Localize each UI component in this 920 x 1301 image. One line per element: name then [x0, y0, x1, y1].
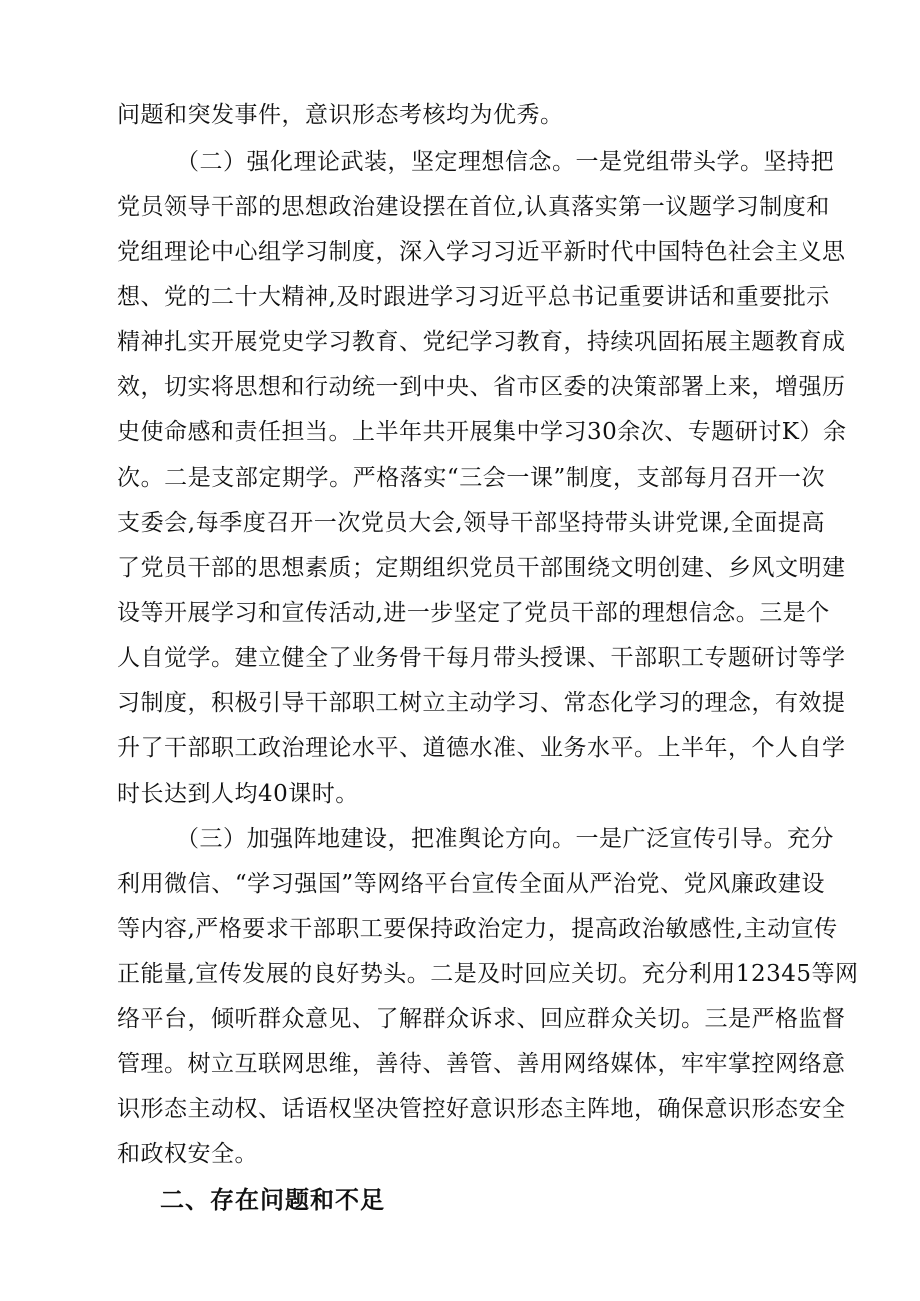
paragraph-line: 人自觉学。建立健全了业务骨干每月带头授课、干部职工专题研讨等学 — [117, 645, 846, 671]
paragraph-line: 时长达到人均40课时。 — [117, 781, 359, 807]
section-heading: 二、存在问题和不足 — [160, 1186, 385, 1214]
paragraph-line: 想、党的二十大精神,及时跟进学习习近平总书记重要讲话和重要批示 — [117, 284, 830, 310]
paragraph-line: 习制度，积极引导干部职工树立主动学习、常态化学习的理念，有效提 — [117, 690, 846, 716]
paragraph-line: 络平台，倾听群众意见、了解群众诉求、回应群众关切。三是严格监督 — [117, 1006, 846, 1032]
paragraph-line: 利用微信、“学习强国”等网络平台宣传全面从严治党、党风廉政建设 — [117, 871, 825, 897]
paragraph-line: 升了干部职工政治理论水平、道德水准、业务水平。上半年，个人自学 — [117, 735, 846, 761]
paragraph-line: 精神扎实开展党史学习教育、党纪学习教育，持续巩固拓展主题教育成 — [117, 329, 846, 355]
paragraph-line: 次。二是支部定期学。严格落实“三会一课”制度，支部每月召开一次 — [117, 465, 825, 491]
paragraph-line: 正能量,宣传发展的良好势头。二是及时回应关切。充分利用12345等网 — [117, 961, 859, 987]
paragraph-line: 识形态主动权、话语权坚决管控好意识形态主阵地，确保意识形态安全 — [117, 1096, 846, 1122]
paragraph-line: 党组理论中心组学习制度，深入学习习近平新时代中国特色社会主义思 — [117, 239, 846, 265]
paragraph-line: 等内容,严格要求干部职工要保持政治定力，提高政治敏感性,主动宣传 — [117, 916, 838, 942]
paragraph-line: 史使命感和责任担当。上半年共开展集中学习30余次、专题研讨K）余 — [117, 419, 847, 445]
section-3-title-line: （三）加强阵地建设，把准舆论方向。一是广泛宣传引导。充分 — [176, 826, 834, 852]
paragraph-line: 了党员干部的思想素质；定期组织党员干部围绕文明创建、乡风文明建 — [117, 555, 846, 581]
paragraph-line: 党员领导干部的思想政治建设摆在首位,认真落实第一议题学习制度和 — [117, 194, 830, 220]
paragraph-line: 问题和突发事件，意识形态考核均为优秀。 — [117, 102, 564, 128]
paragraph-line: 和政权安全。 — [117, 1141, 258, 1167]
paragraph-line: 管理。树立互联网思维，善待、善管、善用网络媒体，牢牢掌控网络意 — [117, 1051, 846, 1077]
paragraph-line: 设等开展学习和宣传活动,进一步坚定了党员干部的理想信念。三是个 — [117, 600, 830, 626]
section-2-title-line: （二）强化理论武装，坚定理想信念。一是党组带头学。坚持把 — [176, 149, 834, 175]
paragraph-line: 效，切实将思想和行动统一到中央、省市区委的决策部署上来，增强历 — [117, 374, 846, 400]
paragraph-line: 支委会,每季度召开一次党员大会,领导干部坚持带头讲党课,全面提高 — [117, 510, 825, 536]
